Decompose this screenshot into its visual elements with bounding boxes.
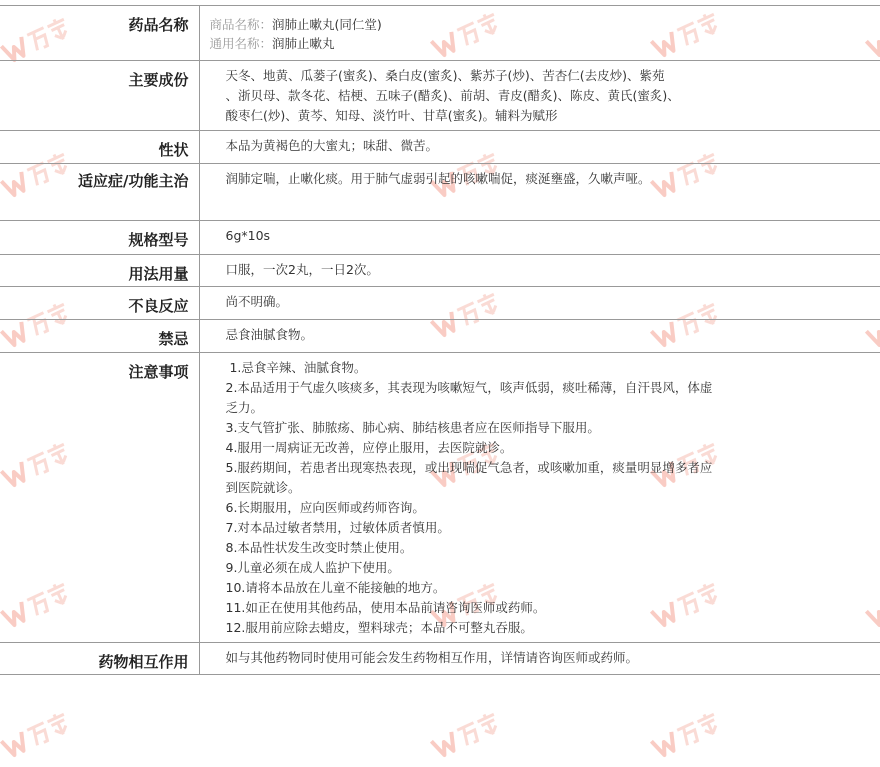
text-line: 尚不明确。: [226, 292, 880, 312]
row-dosage: [0, 255, 880, 287]
text-line: 8.本品性状发生改变时禁止使用。: [226, 538, 880, 558]
text-line: 4.服用一周病证无改善，应停止服用，去医院就诊。: [226, 438, 880, 458]
text-line: 如与其他药物同时使用可能会发生药物相互作用，详情请咨询医师或药师。: [226, 648, 880, 668]
text-line: 11.如正在使用其他药品，使用本品前请咨询医师或药师。: [226, 598, 880, 618]
ingredients-value: [199, 61, 880, 131]
watermark-logo-icon: [647, 706, 725, 764]
indications-label: 适应症/功能主治: [0, 164, 199, 221]
text-line: 10.请将本品放在儿童不能接触的地方。: [226, 578, 880, 598]
row-precautions: [0, 353, 880, 643]
text-line: 忌食油腻食物。: [226, 325, 880, 345]
text-line: [210, 15, 880, 34]
text-line: 口服，一次2丸，一日2次。: [226, 260, 880, 280]
text-line: 2.本品适用于气虚久咳痰多，其表现为咳嗽短气，咳声低弱，痰吐稀薄，自汗畏风，体虚: [226, 378, 880, 398]
row-drug-interactions: [0, 643, 880, 675]
adverse-reactions-label: 不良反应: [0, 287, 199, 320]
appearance-value: [199, 131, 880, 164]
drug-info-table: [0, 5, 880, 675]
row-specification: [0, 221, 880, 255]
drug-name-label: 药品名称: [0, 6, 199, 61]
text-line: 到医院就诊。: [226, 478, 880, 498]
adverse-reactions-value: [199, 287, 880, 320]
text-line: 酸枣仁(炒)、黄芩、知母、淡竹叶、甘草(蜜炙)。辅料为赋形: [226, 106, 880, 126]
row-appearance: [0, 131, 880, 164]
text-line: 1.忌食辛辣、油腻食物。: [226, 358, 880, 378]
text-line: 9.儿童必须在成人监护下使用。: [226, 558, 880, 578]
text-line: 、浙贝母、款冬花、桔梗、五味子(醋炙)、前胡、青皮(醋炙)、陈皮、黄氏(蜜炙)、: [226, 86, 880, 106]
row-ingredients: [0, 61, 880, 131]
text-line: 5.服药期间，若患者出现寒热表现，或出现喘促气急者，或咳嗽加重，痰量明显增多者应: [226, 458, 880, 478]
field-value: 润肺止嗽丸: [272, 36, 335, 51]
dosage-value: [199, 255, 880, 287]
contraindications-value: [199, 320, 880, 353]
row-adverse-reactions: [0, 287, 880, 320]
text-line: 润肺定喘，止嗽化痰。用于肺气虚弱引起的咳嗽喘促，痰涎壅盛，久嗽声哑。: [226, 169, 880, 189]
ingredients-label: 主要成份: [0, 61, 199, 131]
specification-value: [199, 221, 880, 255]
drug-name-value: [199, 6, 880, 61]
text-line: 6.长期服用，应向医师或药师咨询。: [226, 498, 880, 518]
drug-interactions-value: [199, 643, 880, 675]
text-line: 本品为黄褐色的大蜜丸；味甜、微苦。: [226, 136, 880, 156]
row-contraindications: [0, 320, 880, 353]
text-line: 6g*10s: [226, 226, 880, 246]
text-line: 乏力。: [226, 398, 880, 418]
text-line: 12.服用前应除去蜡皮，塑料球壳；本品不可整丸吞服。: [226, 618, 880, 638]
field-prefix: 通用名称：: [210, 36, 273, 51]
text-line: [210, 34, 880, 53]
watermark-logo-icon: [0, 706, 75, 764]
row-indications: [0, 164, 880, 221]
field-value: 润肺止嗽丸(同仁堂): [272, 17, 382, 32]
row-drug-name: [0, 6, 880, 61]
text-line: 7.对本品过敏者禁用，过敏体质者慎用。: [226, 518, 880, 538]
appearance-label: 性状: [0, 131, 199, 164]
precautions-label: 注意事项: [0, 353, 199, 643]
text-line: 天冬、地黄、瓜蒌子(蜜炙)、桑白皮(蜜炙)、紫苏子(炒)、苦杏仁(去皮炒)、紫苑: [226, 66, 880, 86]
precautions-value: [199, 353, 880, 643]
dosage-label: 用法用量: [0, 255, 199, 287]
contraindications-label: 禁忌: [0, 320, 199, 353]
watermark-logo-icon: [427, 706, 505, 764]
indications-value: [199, 164, 880, 221]
field-prefix: 商品名称：: [210, 17, 273, 32]
text-line: 3.支气管扩张、肺脓疡、肺心病、肺结核患者应在医师指导下服用。: [226, 418, 880, 438]
specification-label: 规格型号: [0, 221, 199, 255]
drug-interactions-label: 药物相互作用: [0, 643, 199, 675]
